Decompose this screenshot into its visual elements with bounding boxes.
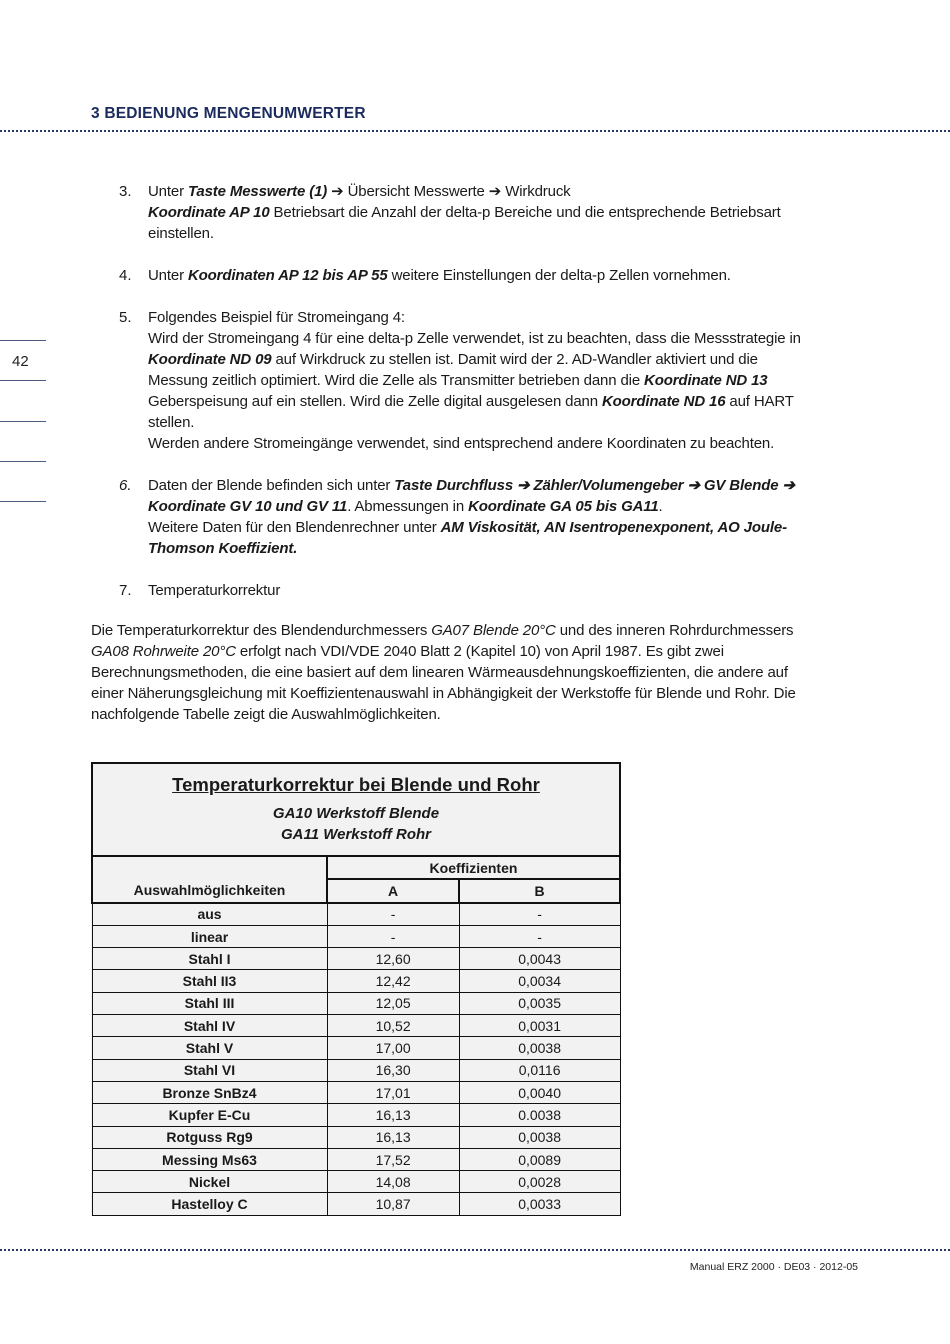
coef-b-cell: 0,0043 bbox=[459, 948, 620, 970]
emphasis-text: Thomson Koeffizient. bbox=[148, 540, 298, 557]
text-segment: . Abmessungen in bbox=[347, 498, 469, 515]
text-segment: erfolgt nach VDI/VDE 2040 Blatt 2 (Kapitel 10) von April 1987. Es gibt zwei bbox=[235, 643, 724, 660]
emphasis-text: Koordinate ND 09 bbox=[148, 351, 272, 368]
text-line bbox=[148, 582, 280, 600]
table-row bbox=[92, 1171, 620, 1193]
text-line bbox=[148, 477, 795, 495]
coef-a-cell: 17,01 bbox=[327, 1081, 459, 1103]
table-row bbox=[92, 992, 620, 1014]
text-segment: ➔ Übersicht Messwerte ➔ Wirkdruck bbox=[327, 183, 571, 200]
option-cell: linear bbox=[92, 925, 327, 947]
text-line bbox=[91, 643, 724, 661]
header-options: Auswahlmöglichkeiten bbox=[92, 856, 327, 903]
list-number: 5. bbox=[119, 309, 132, 326]
coef-a-cell: 12,60 bbox=[327, 948, 459, 970]
coef-b-cell: 0.0038 bbox=[459, 1104, 620, 1126]
footer-text: Manual ERZ 2000 · DE03 · 2012-05 bbox=[689, 1261, 858, 1273]
footer-divider bbox=[0, 1249, 950, 1251]
text-line bbox=[148, 204, 781, 222]
table-row bbox=[92, 948, 620, 970]
coef-b-cell: 0,0035 bbox=[459, 992, 620, 1014]
coef-a-cell: 10,52 bbox=[327, 1015, 459, 1037]
table-row bbox=[92, 925, 620, 947]
option-cell: Stahl III bbox=[92, 992, 327, 1014]
chapter-header: 3 BEDIENUNG MENGENUMWERTER bbox=[91, 105, 366, 122]
text-line bbox=[91, 706, 441, 724]
text-line bbox=[148, 183, 571, 201]
list-number: 7. bbox=[119, 582, 132, 599]
margin-line bbox=[0, 461, 46, 462]
table-row bbox=[92, 1059, 620, 1081]
coef-b-cell: 0,0031 bbox=[459, 1015, 620, 1037]
option-cell: Stahl VI bbox=[92, 1059, 327, 1081]
emphasis-text: Koordinate ND 13 bbox=[644, 372, 768, 389]
text-segment: Folgendes Beispiel für Stromeingang 4: bbox=[148, 309, 405, 326]
option-cell: Hastelloy C bbox=[92, 1193, 327, 1215]
coef-a-cell: 16,30 bbox=[327, 1059, 459, 1081]
text-segment: weitere Einstellungen der delta-p Zellen vornehmen. bbox=[387, 267, 731, 284]
text-line bbox=[91, 685, 796, 703]
list-number: 6. bbox=[119, 477, 132, 494]
margin-line bbox=[0, 421, 46, 422]
option-cell: Kupfer E-Cu bbox=[92, 1104, 327, 1126]
coef-b-cell: 0,0116 bbox=[459, 1059, 620, 1081]
emphasis-text: Koordinate GV 10 und GV 11 bbox=[148, 498, 348, 515]
header-divider bbox=[0, 130, 950, 132]
table-row bbox=[92, 903, 620, 926]
option-cell: Stahl II3 bbox=[92, 970, 327, 992]
margin-line bbox=[0, 380, 46, 381]
coef-b-cell: 0,0040 bbox=[459, 1081, 620, 1103]
text-segment: einstellen. bbox=[148, 225, 214, 242]
text-segment: Temperaturkorrektur bbox=[148, 582, 281, 599]
option-cell: Messing Ms63 bbox=[92, 1148, 327, 1170]
coef-b-cell: 0,0038 bbox=[459, 1126, 620, 1148]
coef-a-cell: - bbox=[327, 903, 459, 926]
emphasis-text: AM Viskosität, AN Isentropenexponent, AO Joule- bbox=[440, 519, 787, 536]
text-segment: Betriebsart die Anzahl der delta-p Bereiche und die entsprechende Betriebsart bbox=[269, 204, 781, 221]
text-segment: Geberspeisung auf ein stellen. Wird die Zelle digital ausgelesen dann bbox=[148, 393, 602, 410]
option-cell: Nickel bbox=[92, 1171, 327, 1193]
page-number: 42 bbox=[12, 353, 29, 370]
text-line bbox=[148, 498, 663, 516]
text-segment: Werden andere Stromeingänge verwendet, sind entsprechend andere Koordinaten zu beachten. bbox=[148, 435, 775, 452]
coef-a-cell: 17,00 bbox=[327, 1037, 459, 1059]
text-segment: Unter bbox=[148, 183, 188, 200]
text-segment: . bbox=[658, 498, 663, 515]
coef-b-cell: 0,0034 bbox=[459, 970, 620, 992]
text-line bbox=[148, 519, 787, 537]
table-row bbox=[92, 1037, 620, 1059]
table-subtitle-rohr: GA11 Werkstoff Rohr bbox=[280, 826, 432, 843]
table-row bbox=[92, 970, 620, 992]
coef-a-cell: 16,13 bbox=[327, 1126, 459, 1148]
emphasis-text: Koordinate GA 05 bis GA11 bbox=[468, 498, 659, 515]
text-line bbox=[148, 393, 794, 411]
text-line bbox=[148, 351, 758, 369]
text-line bbox=[148, 540, 297, 558]
emphasis-text: Taste Messwerte (1) bbox=[187, 183, 328, 200]
header-b: B bbox=[459, 879, 620, 902]
coef-b-cell: 0,0089 bbox=[459, 1148, 620, 1170]
option-cell: Rotguss Rg9 bbox=[92, 1126, 327, 1148]
temperature-correction-table bbox=[91, 762, 621, 1216]
text-line bbox=[148, 330, 801, 348]
emphasis-text: Koordinate AP 10 bbox=[148, 204, 270, 221]
option-cell: aus bbox=[92, 903, 327, 926]
table-title: Temperaturkorrektur bei Blende und Rohr bbox=[172, 774, 540, 795]
margin-line bbox=[0, 501, 46, 502]
option-cell: Stahl V bbox=[92, 1037, 327, 1059]
table-row bbox=[92, 1193, 620, 1215]
table-row bbox=[92, 1015, 620, 1037]
coef-b-cell: 0,0028 bbox=[459, 1171, 620, 1193]
coef-a-cell: 17,52 bbox=[327, 1148, 459, 1170]
header-a: A bbox=[327, 879, 459, 902]
text-segment: Messung zeitlich optimiert. Wird die Zelle als Transmitter betrieben dann die bbox=[148, 372, 645, 389]
coef-a-cell: 12,05 bbox=[327, 992, 459, 1014]
emphasis-text: Koordinaten AP 12 bis AP 55 bbox=[187, 267, 388, 284]
text-segment: auf HART bbox=[725, 393, 794, 410]
coef-b-cell: - bbox=[459, 925, 620, 947]
text-line bbox=[148, 225, 214, 243]
margin-line bbox=[0, 340, 46, 341]
text-segment: Unter bbox=[148, 267, 188, 284]
text-line bbox=[148, 414, 194, 432]
coef-a-cell: 14,08 bbox=[327, 1171, 459, 1193]
text-segment: einer Näherungsgleichung mit Koeffizientenauswahl in Abhängigkeit der Werkstoffe für Blende und Rohr. Die bbox=[91, 685, 796, 702]
coef-a-cell: 16,13 bbox=[327, 1104, 459, 1126]
coef-b-cell: 0,0033 bbox=[459, 1193, 620, 1215]
header-coefficients: Koeffizienten bbox=[327, 856, 620, 879]
option-cell: Stahl IV bbox=[92, 1015, 327, 1037]
table-title-cell bbox=[92, 763, 620, 856]
text-line bbox=[148, 267, 731, 285]
emphasis-text: Taste Durchfluss ➔ Zähler/Volumengeber ➔ GV Blende ➔ bbox=[394, 477, 795, 494]
option-cell: Bronze SnBz4 bbox=[92, 1081, 327, 1103]
list-number: 3. bbox=[119, 183, 132, 200]
table-row bbox=[92, 1126, 620, 1148]
text-line bbox=[91, 664, 788, 682]
coef-b-cell: - bbox=[459, 903, 620, 926]
emphasis-text: GA07 Blende 20°C bbox=[431, 622, 556, 639]
text-segment: Weitere Daten für den Blendenrechner unter bbox=[148, 519, 441, 536]
coef-a-cell: 12,42 bbox=[327, 970, 459, 992]
text-segment: stellen. bbox=[148, 414, 195, 431]
text-segment: Berechnungsmethoden, die eine basiert auf dem linearen Wärmeausdehnungskoeffizienten, die andere auf bbox=[91, 664, 788, 681]
text-line bbox=[148, 435, 774, 453]
text-segment: Die Temperaturkorrektur des Blendendurchmessers bbox=[91, 622, 432, 639]
text-segment: nachfolgende Tabelle zeigt die Auswahlmöglichkeiten. bbox=[91, 706, 441, 723]
table-row bbox=[92, 1081, 620, 1103]
text-segment: und des inneren Rohrdurchmessers bbox=[555, 622, 794, 639]
coef-a-cell: - bbox=[327, 925, 459, 947]
option-cell: Stahl I bbox=[92, 948, 327, 970]
text-segment: Daten der Blende befinden sich unter bbox=[148, 477, 395, 494]
emphasis-text: GA08 Rohrweite 20°C bbox=[91, 643, 236, 660]
text-line bbox=[91, 622, 793, 640]
text-segment: Wird der Stromeingang 4 für eine delta-p Zelle verwendet, ist zu beachten, dass die Messstrategie in bbox=[148, 330, 801, 347]
table-row bbox=[92, 1104, 620, 1126]
text-segment: auf Wirkdruck zu stellen ist. Damit wird der 2. AD-Wandler aktiviert und die bbox=[271, 351, 758, 368]
coef-b-cell: 0,0038 bbox=[459, 1037, 620, 1059]
list-number: 4. bbox=[119, 267, 132, 284]
table-row bbox=[92, 1148, 620, 1170]
coef-a-cell: 10,87 bbox=[327, 1193, 459, 1215]
emphasis-text: Koordinate ND 16 bbox=[601, 393, 726, 410]
text-line bbox=[148, 372, 767, 390]
table-subtitle-blende: GA10 Werkstoff Blende bbox=[272, 805, 440, 822]
text-line bbox=[148, 309, 405, 327]
